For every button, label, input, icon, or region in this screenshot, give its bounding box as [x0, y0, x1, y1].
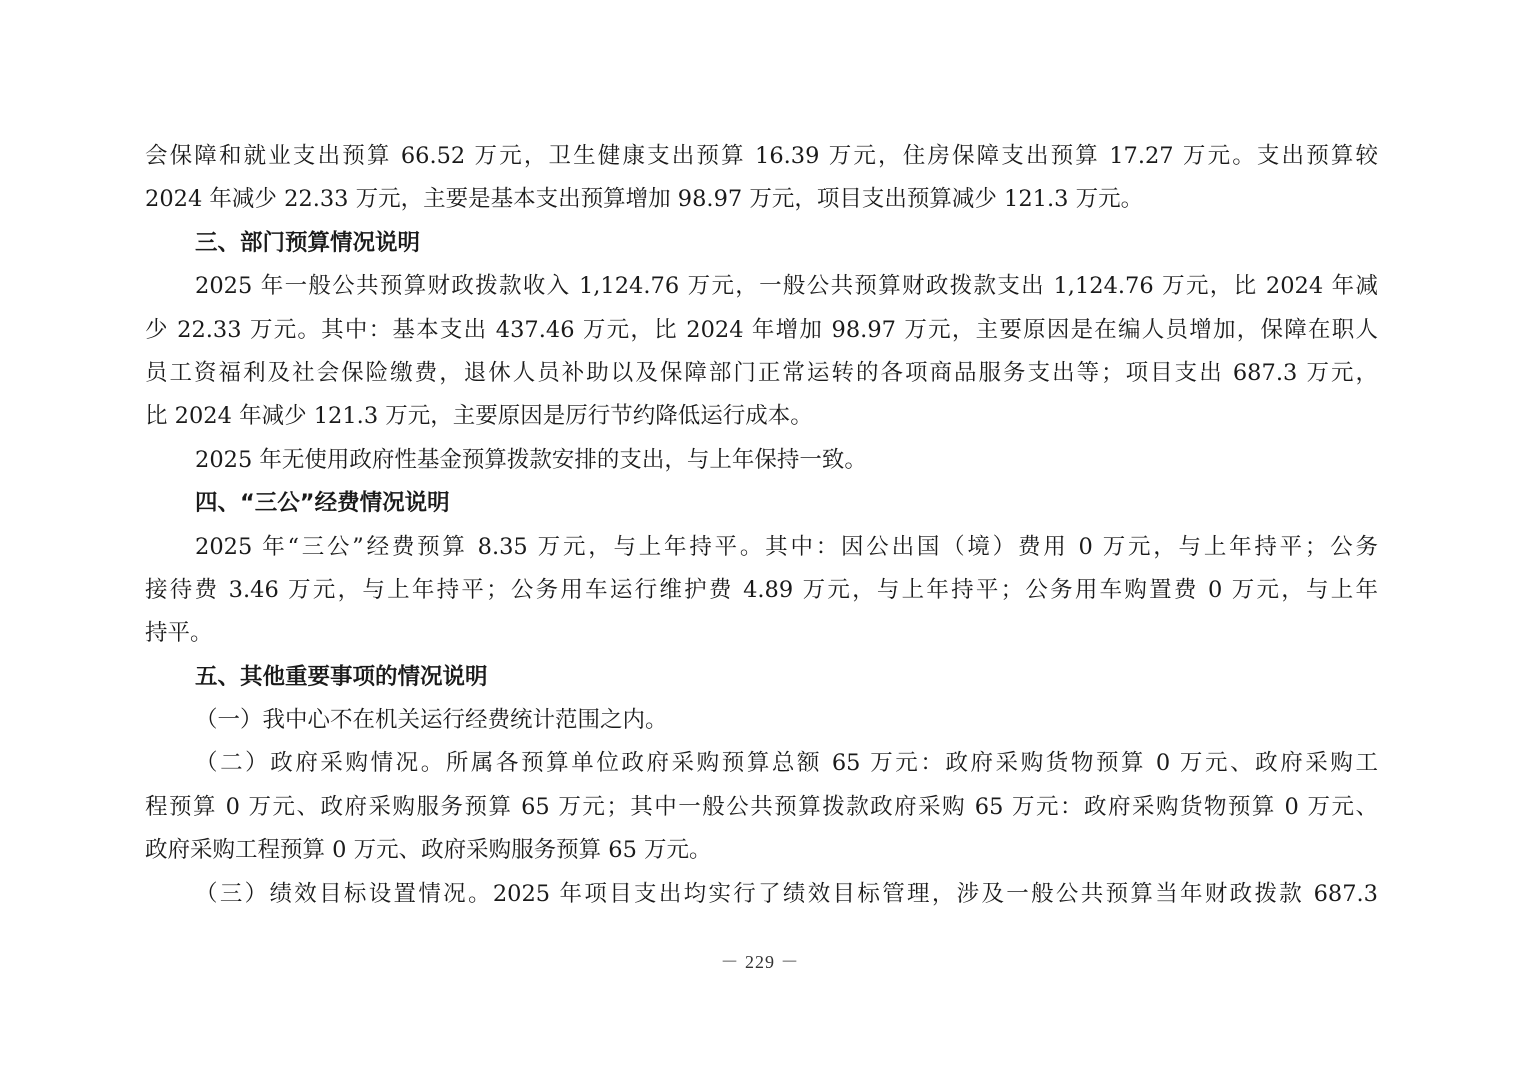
- paragraph-line: 程预算 0 万元、政府采购服务预算 65 万元；其中一般公共预算拨款政府采购 65 万元：政府采购货物预算 0 万元、: [145, 793, 1378, 820]
- page-number: － 229 －: [720, 952, 800, 972]
- paragraph-line: （一）我中心不在机关运行经费统计范围之内。: [195, 707, 668, 734]
- paragraph-line: 会保障和就业支出预算 66.52 万元，卫生健康支出预算 16.39 万元，住房保障支出预算 17.27 万元。支出预算较: [145, 143, 1378, 169]
- paragraph-line: 员工资福利及社会保险缴费，退休人员补助以及保障部门正常运转的各项商品服务支出等；项目支出 687.3 万元，: [145, 359, 1378, 386]
- paragraph-line: （二）政府采购情况。所属各预算单位政府采购预算总额 65 万元：政府采购货物预算 0 万元、政府采购工: [195, 750, 1378, 777]
- section-heading-3: 三、部门预算情况说明: [195, 229, 421, 256]
- paragraph-line: 2025 年一般公共预算财政拨款收入 1,124.76 万元，一般公共预算财政拨款支出 1,124.76 万元，比 2024 年减: [195, 273, 1378, 300]
- paragraph-line: 2025 年“三公”经费预算 8.35 万元，与上年持平。其中：因公出国（境）费用 0 万元，与上年持平；公务: [195, 533, 1378, 560]
- paragraph-line: 2025 年无使用政府性基金预算拨款安排的支出，与上年保持一致。: [195, 446, 867, 473]
- paragraph-line: 2024 年减少 22.33 万元，主要是基本支出预算增加 98.97 万元，项目支出预算减少 121.3 万元。: [145, 186, 1144, 213]
- paragraph-line: 少 22.33 万元。其中：基本支出 437.46 万元，比 2024 年增加 98.97 万元，主要原因是在编人员增加，保障在职人: [145, 316, 1378, 343]
- paragraph-line: （三）绩效目标设置情况。2025 年项目支出均实行了绩效目标管理，涉及一般公共预算当年财政拨款 687.3: [195, 880, 1378, 907]
- section-heading-5: 五、其他重要事项的情况说明: [195, 663, 488, 690]
- section-heading-4: 四、“三公”经费情况说明: [195, 490, 450, 517]
- paragraph-line: 接待费 3.46 万元，与上年持平；公务用车运行维护费 4.89 万元，与上年持平；公务用车购置费 0 万元，与上年: [145, 576, 1378, 603]
- paragraph-line: 政府采购工程预算 0 万元、政府采购服务预算 65 万元。: [145, 837, 712, 864]
- paragraph-line: 比 2024 年减少 121.3 万元，主要原因是厉行节约降低运行成本。: [145, 403, 813, 430]
- document-body: [145, 135, 1378, 916]
- paragraph-line: 持平。: [145, 620, 213, 647]
